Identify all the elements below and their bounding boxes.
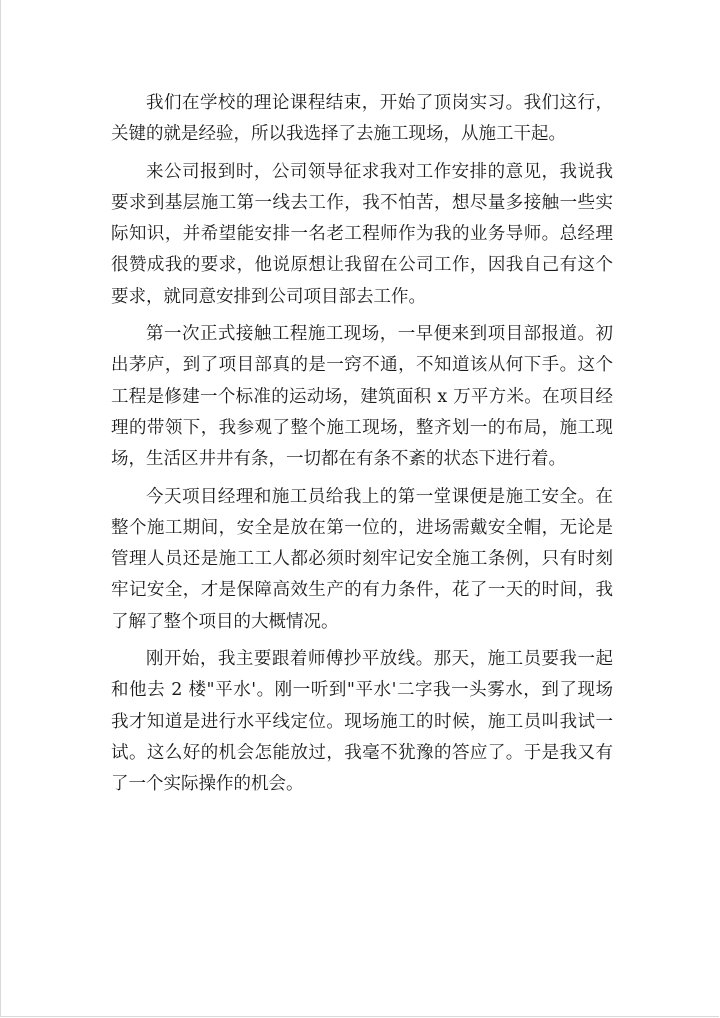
paragraph-1: 我们在学校的理论课程结束，开始了顶岗实习。我们这行，关键的就是经验，所以我选择了去施工现场，从施工干起。: [111, 93, 613, 145]
paragraph-3: 第一次正式接触工程施工现场，一早便来到项目部报道。初出茅庐，到了项目部真的是一窍不通，不知道该从何下手。这个工程是修建一个标准的运动场，建筑面积 x 万平方米。在项目经理的带领下，我参观了整个施工现场，整齐划一的布局，施工现场，生活区井井有条，一切都在有条不紊的状态下进行着。: [111, 324, 613, 470]
paragraph-5: 刚开始，我主要跟着师傅抄平放线。那天，施工员要我一起和他去 2 楼"平水'。刚一听到"平水'二字我一头雾水，到了现场我才知道是进行水平线定位。现场施工的时候，施工员叫我试一试。这么好的机会怎能放过，我毫不犹豫的答应了。于是我又有了一个实际操作的机会。: [111, 649, 613, 795]
paragraph-2: 来公司报到时，公司领导征求我对工作安排的意见，我说我要求到基层施工第一线去工作，我不怕苦，想尽量多接触一些实际知识，并希望能安排一名老工程师作为我的业务导师。总经理很赞成我的要求，他说原想让我留在公司工作，因我自己有这个要求，就同意安排到公司项目部去工作。: [111, 161, 613, 307]
document-body: [111, 88, 613, 807]
paragraph-4: 今天项目经理和施工员给我上的第一堂课便是施工安全。在整个施工期间，安全是放在第一位的，进场需戴安全帽，无论是管理人员还是施工工人都必须时刻牢记安全施工条例，只有时刻牢记安全，才是保障高效生产的有力条件，花了一天的时间，我了解了整个项目的大概情况。: [111, 486, 613, 632]
